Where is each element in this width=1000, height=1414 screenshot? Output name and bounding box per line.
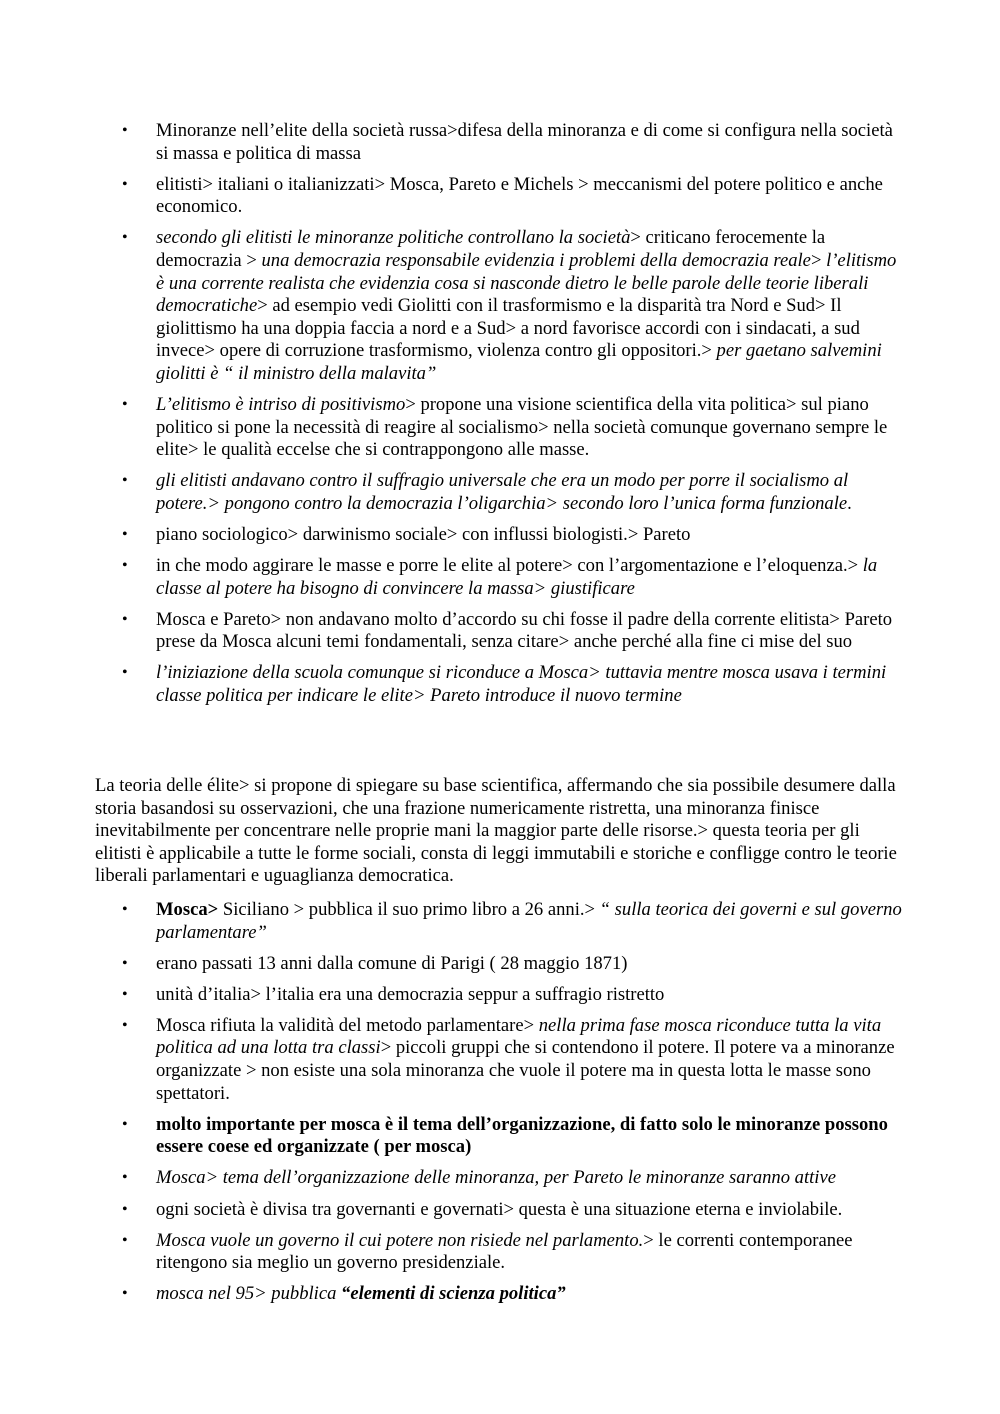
theory-paragraph: La teoria delle élite> si propone di spiegare su base scientifica, affermando che sia possibile desumere dalla storia basandosi su osservazioni, che una frazione numericamente ristretta, una minoranza finisce inevitabilmente per concentrare nelle proprie mani la maggior parte delle risorse.> questa teoria per gli elitisti è applicabile a tutte le forme sociali, consta di leggi immutabili e storiche e confligge contro le teorie liberali parlamentari e uguaglianza democratica. (95, 775, 897, 887)
text-segment: gli elitisti andavano contro il suffragio universale che era un modo per porre il socialismo al potere.> pongono contro la democrazia l’oligarchia> secondo loro l’unica forma funzionale (156, 470, 849, 514)
list-item (0, 1015, 1000, 1105)
list-item (0, 227, 1000, 385)
text-segment: Mosca e Pareto> non andavano molto d’accordo su chi fosse il padre della corrente elitista> Pareto prese da Mosca alcuni temi fondamentali, senza citare> anche perché alla fine ci mise del suo (156, 608, 893, 653)
bullet-icon: • (122, 122, 128, 139)
text-segment: “ sulla teorica dei governi e sul governo parlamentare” (156, 899, 902, 943)
list-item (0, 1283, 1000, 1306)
text-segment: Minoranze nell’elite della società russa>difesa della minoranza e di come si configura nella società si massa e politica di massa (156, 120, 893, 164)
text-segment: Mosca vuole un governo il cui potere non risiede nel parlamento. (156, 1229, 644, 1251)
text-segment: erano passati 13 anni dalla comune di Parigi ( 28 maggio 1871) (156, 952, 628, 974)
bullet-icon: • (122, 1115, 128, 1133)
bullet-icon: • (122, 954, 128, 972)
bullet-icon: • (122, 175, 128, 193)
text-segment: > propone una visione scientifica della vita politica> sul piano politico si pone la necessità di reagire al socialismo> nella società comunque governano sempre le elite> le qualità eccelse che si contrappongono alle masse. (156, 394, 888, 461)
bullet-list-intro (0, 120, 1000, 716)
text-segment: > piccoli gruppi che si contendono il potere. Il potere va a minoranze organizzate > non esiste una sola minoranza che vuole il potere ma in questa lotta le masse sono spettatori. (156, 1037, 895, 1104)
bullet-icon: • (122, 985, 128, 1003)
bullet-icon: • (122, 396, 128, 414)
list-item (0, 984, 1000, 1007)
bullet-icon: • (122, 229, 128, 247)
list-item (0, 524, 1000, 547)
bullet-icon: • (122, 1016, 128, 1034)
bullet-icon: • (122, 1231, 128, 1249)
list-item (0, 1230, 1000, 1275)
list-item (0, 1167, 1000, 1190)
list-item (0, 1199, 1000, 1222)
text-segment: “elementi di scienza politica” (341, 1283, 566, 1305)
text-segment: in che modo aggirare le masse e porre le elite al potere> con l’argomentazione e l’eloquenza.> (156, 555, 863, 577)
text-segment: > (810, 249, 827, 271)
text-segment: l’elitismo è una corrente realista che evidenzia cosa si nasconde dietro le belle parole delle teorie liberali democratiche (156, 249, 897, 317)
text-segment: . (847, 492, 852, 514)
text-segment: > criticano ferocemente la democrazia > (156, 227, 826, 271)
list-item (0, 120, 1000, 165)
text-segment: > ad esempio vedi Giolitti con il trasformismo e la disparità tra Nord e Sud> Il giolittismo ha una doppia faccia a nord e a Sud> a nord favorisce accordi con i sindacati, a sud invece> opere di corruzione trasformismo, violenza contro gli oppositori.> (156, 295, 860, 362)
bullet-icon: • (122, 1200, 128, 1218)
bullet-icon: • (122, 610, 128, 628)
text-segment: molto importante per mosca è il tema dell’organizzazione, di fatto solo le minoranze possono essere coese ed organizzate ( per mosca) (156, 1113, 888, 1158)
list-item (0, 953, 1000, 976)
bullet-icon: • (122, 526, 128, 543)
text-segment: ogni società è divisa tra governanti e governati> questa è una situazione eterna e inviolabile. (156, 1198, 843, 1220)
text-segment: elitisti> italiani o italianizzati> Mosca, Pareto e Michels > meccanismi del potere politico e anche economico. (156, 173, 883, 218)
text-segment: L’elitismo è intriso di positivismo (156, 394, 406, 416)
bullet-icon: • (122, 1285, 128, 1303)
list-item (0, 609, 1000, 654)
list-item (0, 555, 1000, 600)
bullet-icon: • (122, 472, 128, 490)
list-item (0, 899, 1000, 944)
bullet-icon: • (122, 1169, 128, 1187)
list-item (0, 470, 1000, 515)
text-segment: mosca nel 95> pubblica (156, 1283, 342, 1305)
bullet-icon: • (122, 901, 128, 918)
text-segment: > le correnti contemporanee ritengono sia meglio un governo presidenziale. (156, 1229, 853, 1274)
list-item (0, 394, 1000, 462)
text-segment: Mosca rifiuta la validità del metodo parlamentare> (156, 1014, 539, 1036)
bullet-icon: • (122, 664, 128, 682)
text-segment: piano sociologico> darwinismo sociale> con influssi biologisti.> Pareto (156, 524, 691, 545)
text-segment: secondo gli elitisti le minoranze politiche controllano la società (156, 227, 631, 249)
text-segment: unità d’italia> l’italia era una democrazia seppur a suffragio ristretto (156, 983, 665, 1005)
list-item (0, 662, 1000, 707)
bullet-list-mosca (0, 899, 1000, 1314)
text-segment: per gaetano salvemini giolitti è “ il ministro della malavita” (156, 340, 882, 384)
text-segment: l’iniziazione della scuola comunque si riconduce a Mosca> tuttavia mentre mosca usava i termini classe politica per indicare le elite> Pareto introduce il nuovo termine (156, 662, 887, 707)
text-segment: la classe al potere ha bisogno di convincere la massa> giustificare (156, 555, 878, 599)
list-item (0, 1114, 1000, 1159)
text-segment: una democrazia responsabile evidenzia i problemi della democrazia reale (261, 249, 811, 271)
text-segment: Siciliano > pubblica il suo primo libro a 26 anni.> (218, 899, 600, 920)
list-item (0, 174, 1000, 219)
text-segment: Mosca> tema dell’organizzazione delle minoranza, per Pareto le minoranze saranno attive (156, 1167, 836, 1189)
text-segment: nella prima fase mosca riconduce tutta la vita politica ad una lotta tra classi (156, 1014, 882, 1059)
bullet-icon: • (122, 557, 128, 575)
text-segment: Mosca> (156, 899, 219, 920)
